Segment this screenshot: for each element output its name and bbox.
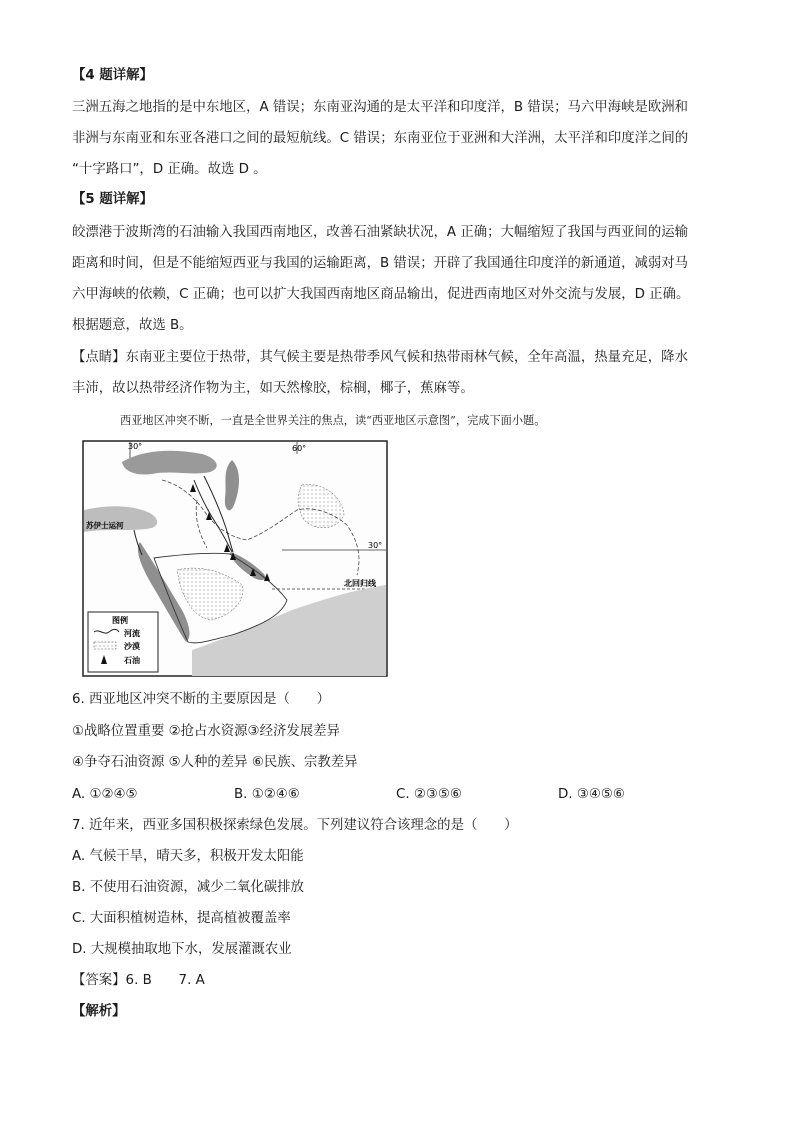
- q5-line-3: 六甲海峡的依赖，C 正确；也可以扩大我国西南地区商品输出，促进西南地区对外交流与发展，D 正确。: [72, 287, 690, 302]
- legend-title: 图例: [112, 616, 128, 625]
- q7-option-a: A. 气候干旱，晴天多，积极开发太阳能: [72, 849, 304, 864]
- west-asia-map: [82, 440, 388, 677]
- legend-desert-label: 沙漠: [124, 642, 140, 651]
- q4-line-3: “十字路口”，D 正确。故选 D 。: [72, 162, 267, 177]
- q6-stem: 6. 西亚地区冲突不断的主要原因是（ ）: [72, 692, 331, 707]
- legend-river-label: 河流: [124, 629, 140, 638]
- q5-heading: 【5 题详解】: [72, 192, 153, 207]
- q6-option-b: B. ①②④⑥: [234, 787, 300, 802]
- lon-60-label: 60°: [292, 444, 307, 453]
- q5-line-4: 根据题意，故选 B。: [72, 318, 193, 333]
- legend-oil-label: 石油: [124, 656, 140, 665]
- answer-line: 【答案】6. B 7. A: [72, 973, 205, 988]
- q6-choices-line-2: ④争夺石油资源 ⑤人种的差异 ⑥民族、宗教差异: [72, 755, 358, 770]
- q7-option-d: D. 大规模抽取地下水，发展灌溉农业: [72, 942, 292, 957]
- q6-option-a: A. ①②④⑤: [72, 787, 138, 802]
- legend-desert-icon: [94, 642, 116, 649]
- q4-line-2: 非洲与东南亚和东亚各港口之间的最短航线。C 错误；东南亚位于亚洲和大洋洲，太平洋和印度洋之间的: [72, 131, 689, 146]
- lon-30-label: 30°: [128, 442, 143, 451]
- q6-choices-line-1: ①战略位置重要 ②抢占水资源③经济发展差异: [72, 724, 340, 739]
- q4-heading: 【4 题详解】: [72, 68, 153, 83]
- q5-line-1: 皎漂港于波斯湾的石油输入我国西南地区，改善石油紧缺状况，A 正确；大幅缩短了我国与西亚间的运输: [72, 225, 688, 240]
- q6-option-d: D. ③④⑤⑥: [558, 787, 625, 802]
- comment-line-1: 【点睛】东南亚主要位于热带，其气候主要是热带季风气候和热带雨林气候，全年高温，热量充足，降水: [72, 350, 688, 365]
- q4-line-1: 三洲五海之地指的是中东地区，A 错误；东南亚沟通的是太平洋和印度洋，B 错误；马六甲海峡是欧洲和: [72, 100, 689, 115]
- q7-option-c: C. 大面积植树造林，提高植被覆盖率: [72, 911, 291, 926]
- tropic-label: 北回归线: [344, 579, 376, 588]
- q6-option-c: C. ②③⑤⑥: [396, 787, 462, 802]
- analysis-heading: 【解析】: [72, 1004, 126, 1019]
- q7-stem: 7. 近年来，西亚多国积极探索绿色发展。下列建议符合该理念的是（ ）: [72, 818, 518, 833]
- comment-line-2: 丰沛，故以热带经济作物为主，如天然橡胶，棕榈，椰子，蕉麻等。: [72, 381, 474, 396]
- lat-30-label: 30°: [368, 541, 383, 550]
- suez-canal-label: 苏伊士运河: [86, 521, 124, 530]
- q7-option-b: B. 不使用石油资源，减少二氧化碳排放: [72, 880, 304, 895]
- map-intro: 西亚地区冲突不断，一直是全世界关注的焦点，读“西亚地区示意图”，完成下面小题。: [120, 414, 546, 427]
- q5-line-2: 距离和时间，但是不能缩短西亚与我国的运输距离，B 错误；开辟了我国通往印度洋的新通道，减弱对马: [72, 256, 689, 271]
